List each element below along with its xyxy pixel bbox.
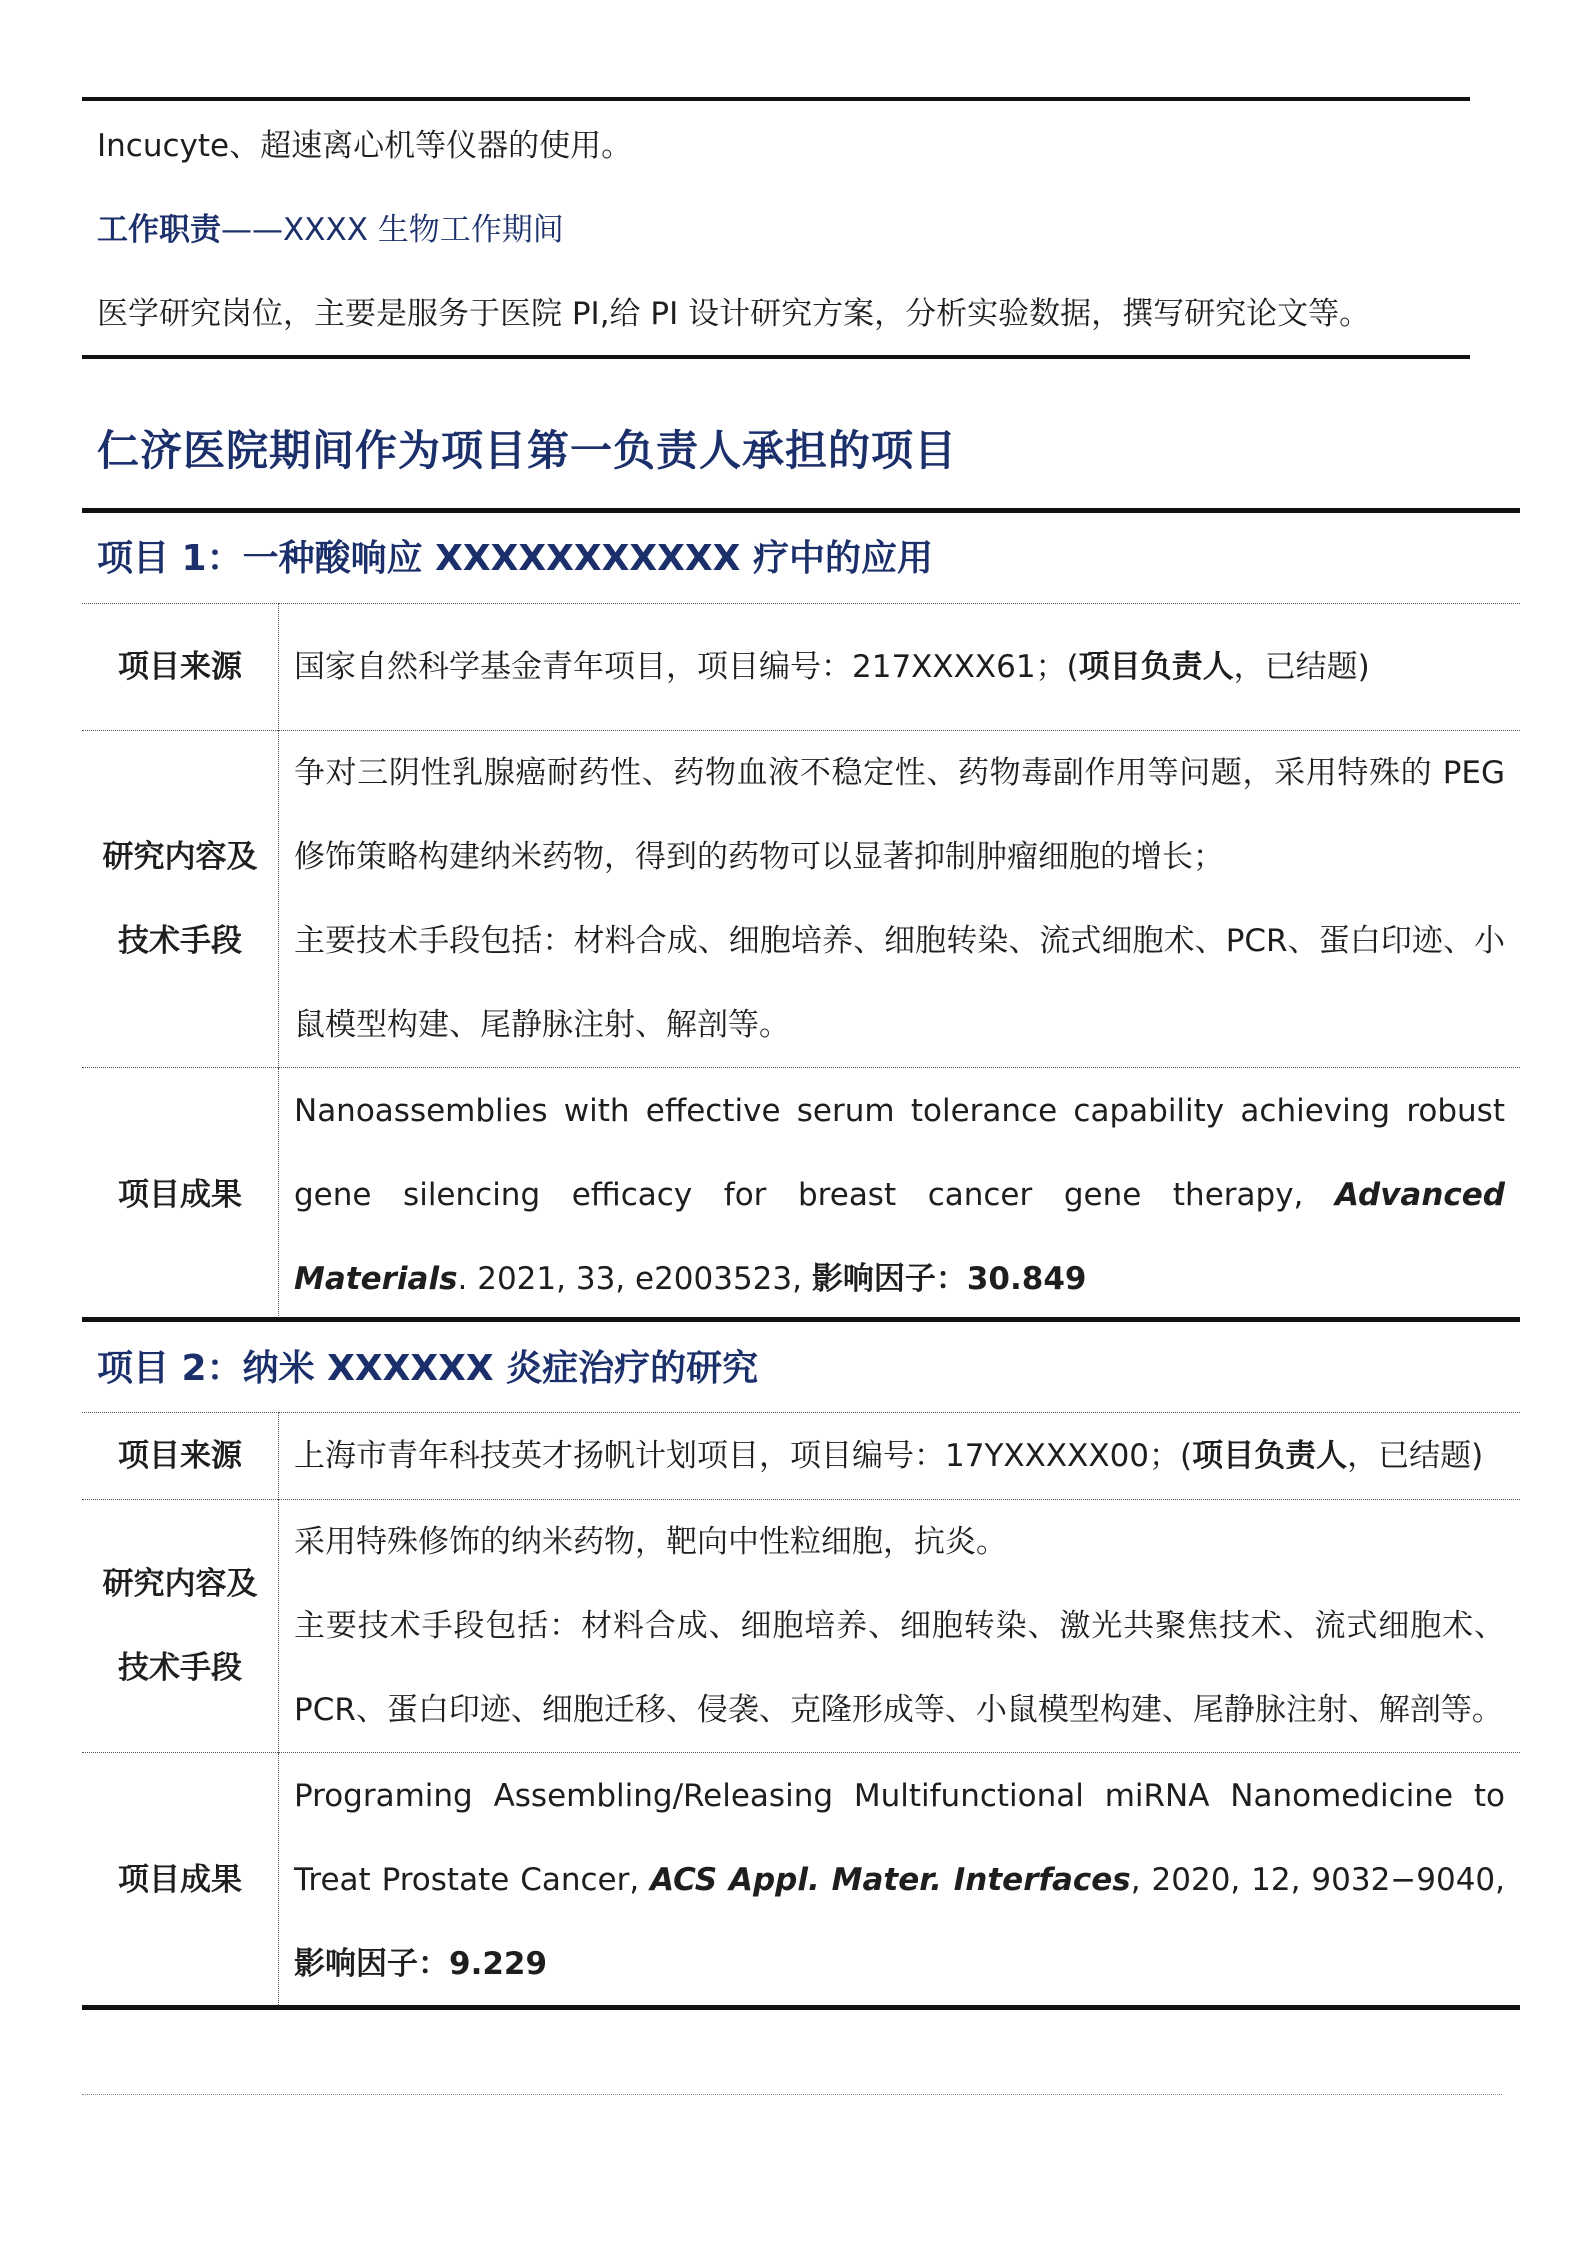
project2-title: 项目 2：纳米 XXXXXX 炎症治疗的研究 <box>97 1348 759 1389</box>
job-value: XXXX 生物工作期间 <box>283 212 564 248</box>
project2-research-content: 采用特殊修饰的纳米药物，靶向中性粒细胞，抗炎。 <box>294 1524 1007 1560</box>
project1-result-row <box>82 1068 1520 1323</box>
intro-instruments-line: Incucyte、超速离心机等仪器的使用。 <box>97 128 633 164</box>
project1-source-row <box>82 604 1520 731</box>
project1-result-label: 项目成果 <box>82 1068 279 1323</box>
project2-research-value <box>279 1500 1521 1753</box>
project1-research-row <box>82 731 1520 1068</box>
project1-source-label: 项目来源 <box>82 604 279 731</box>
job-heading <box>97 188 1477 272</box>
project2-research-methods: 主要技术手段包括：材料合成、细胞培养、细胞转染、激光共聚焦技术、流式细胞术、PCR、蛋白印迹、细胞迁移、侵袭、克隆形成等、小鼠模型构建、尾静脉注射、解剖等。 <box>294 1608 1505 1728</box>
project1-research-methods: 主要技术手段包括：材料合成、细胞培养、细胞转染、流式细胞术、PCR、蛋白印迹、小鼠模型构建、尾静脉注射、解剖等。 <box>294 923 1505 1043</box>
project2-impact-factor: 影响因子：9.229 <box>294 1946 548 1982</box>
project1-journal: Advanced Materials <box>294 1177 1505 1297</box>
project1-title: 项目 1：一种酸响应 XXXXXXXXXXX 疗中的应用 <box>97 538 933 579</box>
project2-research-row <box>82 1500 1520 1753</box>
footer-dotted-rule <box>82 2094 1502 2095</box>
intro-bottom-rule <box>82 355 1470 359</box>
project1-research-label: 研究内容及 技术手段 <box>82 731 279 1068</box>
project2-top-rule <box>82 1317 1520 1322</box>
project2-result-label: 项目成果 <box>82 1753 279 2008</box>
project2-journal: ACS Appl. Mater. Interfaces <box>650 1862 1131 1898</box>
project2-result-value: Programing Assembling/Releasing Multifunctional miRNA Nanomedicine to Treat Prostate Cancer, ACS Appl. Mater. Interfaces, 2020, 12, 9032−9040, 影响因子：9.229 <box>279 1753 1521 2008</box>
project1-top-rule <box>82 508 1520 513</box>
project2-bottom-rule <box>82 2005 1520 2010</box>
project2-source-label: 项目来源 <box>82 1413 279 1500</box>
project1-result-value: Nanoassemblies with effective serum tolerance capability achieving robust gene silencing efficacy for breast cancer gene therapy, Advanced Materials. 2021, 33, e2003523, 影响因子：30.849 <box>279 1068 1521 1323</box>
project1-research-content: 争对三阴性乳腺癌耐药性、药物血液不稳定性、药物毒副作用等问题，采用特殊的 PEG 修饰策略构建纳米药物，得到的药物可以显著抑制肿瘤细胞的增长； <box>294 755 1505 875</box>
job-description: 医学研究岗位，主要是服务于医院 PI,给 PI 设计研究方案，分析实验数据，撰写研究论文等。 <box>97 296 1371 332</box>
project2-source-row <box>82 1413 1520 1500</box>
project2-table <box>82 1412 1520 2007</box>
job-dash: —— <box>221 212 283 248</box>
section-title: 仁济医院期间作为项目第一负责人承担的项目 <box>97 426 958 475</box>
project2-source-value: 上海市青年科技英才扬帆计划项目，项目编号：17YXXXXX00；(项目负责人，已结题) <box>279 1413 1521 1500</box>
top-rule <box>82 97 1470 101</box>
project2-research-label: 研究内容及 技术手段 <box>82 1500 279 1753</box>
project2-result-row <box>82 1753 1520 2008</box>
project1-source-value: 国家自然科学基金青年项目，项目编号：217XXXX61；(项目负责人，已结题) <box>279 604 1521 731</box>
project1-research-value <box>279 731 1521 1068</box>
project1-table <box>82 603 1520 1322</box>
job-label: 工作职责 <box>97 212 221 248</box>
project1-impact-factor: 影响因子：30.849 <box>811 1261 1087 1297</box>
